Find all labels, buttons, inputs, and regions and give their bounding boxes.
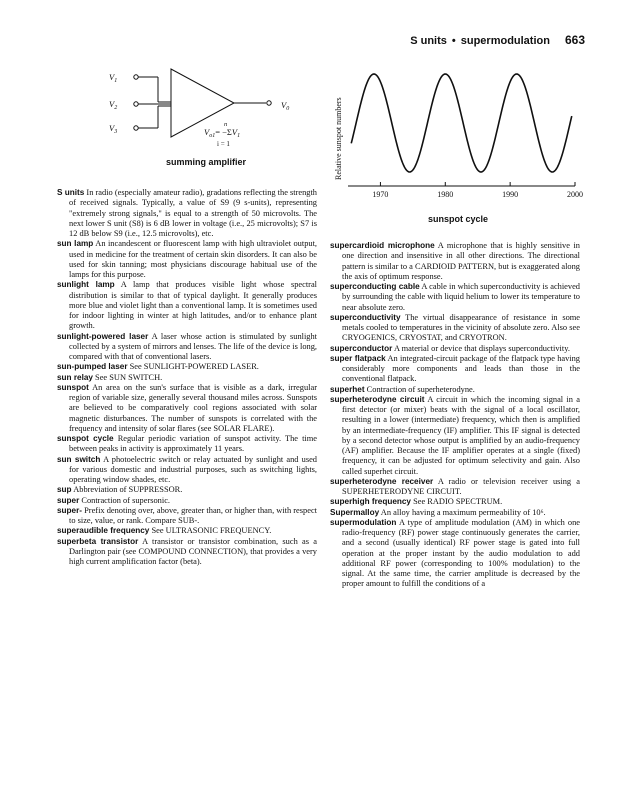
sunspot-caption: sunspot cycle xyxy=(427,214,489,224)
dictionary-entry xyxy=(57,434,317,455)
entry-headword: sun-pumped laser xyxy=(57,362,128,372)
x-tick-label: 1970 xyxy=(372,190,389,199)
entry-definition: A cable in which superconductivity is achieved by surrounding the cable with liquid helium to lower its temperature to near absolute zero. xyxy=(342,282,580,312)
dictionary-entry xyxy=(57,239,317,280)
entry-headword: superaudible frequency xyxy=(57,526,150,536)
entry-definition: A laser whose action is stimulated by sunlight collected by a system of mirrors and lenses. The life of the device is long, compared with that of conventional lasers. xyxy=(69,331,317,361)
input-3-label: $V_3$ xyxy=(109,123,118,135)
formula-upper-limit: n xyxy=(224,121,228,128)
entry-headword: superhet xyxy=(330,384,365,394)
entry-headword: superconducting cable xyxy=(330,282,420,291)
entry-headword: superhigh frequency xyxy=(330,497,411,507)
entry-headword: sup xyxy=(57,485,72,495)
entry-definition: An alloy having a maximum permeability of 10⁶. xyxy=(380,507,546,517)
x-tick-label: 1990 xyxy=(502,190,519,199)
page-number: 663 xyxy=(564,33,585,47)
running-header xyxy=(410,33,585,47)
entry-headword: super flatpack xyxy=(330,353,386,363)
entry-definition: See SUN SWITCH. xyxy=(95,372,163,382)
entry-definition: An incandescent or fluorescent lamp with high ultraviolet output, used in medicine for the treatment of certain skin disorders. It can also be used for skin tanning; most physicians discourage habitual use of the lamps for this purpose. xyxy=(69,239,317,279)
entry-definition: A type of amplitude modulation (AM) in which one radio-frequency (RF) power stage continuously generates the carrier, and a second (usually identical) RF power stage is gated into full operation at the proper instant by the audio modulation to add additional RF power (corresponding to 100% modulation) to the signal. At the same time, the carrier amplitude is decreased by the proper amount to fulfill the conditions of a xyxy=(342,517,580,589)
entry-headword: supermodulation xyxy=(330,517,397,527)
x-tick-label: 1980 xyxy=(437,190,454,199)
entry-definition: Contraction of superheterodyne. xyxy=(366,384,475,394)
dictionary-entry xyxy=(330,508,580,518)
dictionary-entry xyxy=(57,485,317,495)
dictionary-entry xyxy=(57,496,317,506)
header-first-term: S units xyxy=(410,35,447,47)
dictionary-entry xyxy=(57,526,317,536)
x-tick-label: 2000 xyxy=(567,190,583,199)
entry-definition: A circuit in which the incoming signal in a first detector (or mixer) beats with the signal of a local oscillator, resulting in a lower (intermediate) frequency, which then is amplified by an intermediate-frequency (IF) amplifier. This IF signal is detected by a second detector whose output is amplified by an audio-frequency (AF) amplifier. Because the IF amplifier operates at a single (fixed) frequency, it can be adjusted for optimum selectivity and gain. Also called superhet circuit. xyxy=(342,394,580,476)
entry-definition: An area on the sun's surface that is visible as a dark, irregular region of variable size, generally several thousand miles across. Sunspots are believed to be comparatively cool regions associated with solar magnetic disturbances. The number of sunspots is correlated with the frequency and intensity of solar flares (see SOLAR FLARE). xyxy=(69,382,317,433)
entry-definition: A radio or television receiver using a SUPERHETERODYNE CIRCUIT. xyxy=(342,476,580,496)
dictionary-entry xyxy=(57,537,317,568)
header-separator: • xyxy=(451,35,456,47)
entry-headword: superheterodyne circuit xyxy=(330,394,425,404)
left-column xyxy=(57,188,317,567)
amplifier-caption: summing amplifier xyxy=(165,157,246,167)
dictionary-entry xyxy=(330,385,580,395)
dictionary-entry xyxy=(57,373,317,383)
entry-headword: sun lamp xyxy=(57,239,94,249)
dictionary-entry xyxy=(57,332,317,363)
output-terminal xyxy=(267,101,271,105)
entry-headword: supercardioid microphone xyxy=(330,241,435,250)
dictionary-entry xyxy=(57,362,317,372)
entry-headword: superbeta transistor xyxy=(57,536,139,546)
input-2-label: $V_2$ xyxy=(109,99,118,111)
entry-headword: sun switch xyxy=(57,454,101,464)
right-column xyxy=(330,241,580,590)
sunspot-series-line xyxy=(351,74,572,172)
dictionary-entry xyxy=(330,241,580,282)
entry-definition: Contraction of supersonic. xyxy=(81,495,171,505)
entry-definition: See RADIO SPECTRUM. xyxy=(413,497,503,507)
input-2-terminal xyxy=(134,102,138,106)
entry-definition: In radio (especially amateur radio), gradations reflecting the strength of received signals. Typically, a value of S9 (9 s-units), representing "extremely strong signals," is equal to a strength of 50 microvolts. The next lower S unit (S8) is 6 dB lower in voltage (i.e., 25 microvolts); S7 is 12 dB below S9 (i.e., 12.5 microvolts), etc. xyxy=(69,188,317,238)
dictionary-entry xyxy=(330,354,580,385)
entry-headword: sun relay xyxy=(57,372,93,382)
dictionary-entry xyxy=(330,282,580,313)
entry-headword: superconductivity xyxy=(330,312,401,322)
input-1-label: $V_1$ xyxy=(109,72,118,84)
input-3-terminal xyxy=(134,126,138,130)
dictionary-entry xyxy=(57,188,317,239)
entry-definition: Abbreviation of SUPPRESSOR. xyxy=(73,485,183,495)
dictionary-entry xyxy=(57,280,317,331)
sunspot-cycle-chart xyxy=(330,62,583,212)
summation-formula: $V_{o1}= -\Sigma V_1$ xyxy=(204,127,241,139)
dictionary-entry xyxy=(330,518,580,590)
entry-headword: Supermalloy xyxy=(330,507,380,517)
formula-lower-limit: i = 1 xyxy=(217,140,230,148)
entry-headword: S units xyxy=(57,188,85,197)
dictionary-entry xyxy=(330,497,580,507)
entry-definition: An integrated-circuit package of the flatpack type having considerably more components and leads than those in the conventional flatpack. xyxy=(342,353,580,384)
entry-definition: See SUNLIGHT-POWERED LASER. xyxy=(129,362,259,372)
entry-definition: A microphone that is highly sensitive in one direction and insensitive in all other directions. The directional pattern is similar to a CARDIOID PATTERN, but is exaggerated along the axis of optimum response. xyxy=(342,241,580,281)
entry-headword: sunlight lamp xyxy=(57,280,115,290)
entry-headword: sunspot cycle xyxy=(57,434,114,443)
entry-definition: See ULTRASONIC FREQUENCY. xyxy=(151,526,272,536)
entry-headword: super- xyxy=(57,505,83,515)
entry-definition: A photoelectric switch or relay actuated by sunlight and used for various domestic and industrial purposes, such as switching lights, operating window shades, etc. xyxy=(69,454,317,484)
dictionary-entry xyxy=(330,344,580,354)
input-1-terminal xyxy=(134,75,138,79)
dictionary-entry xyxy=(57,506,317,527)
entry-definition: A lamp that produces visible light whose spectral distribution is similar to that of typical daylight. It generally produces more blue and violet light than a conventional lamp. It is sometimes used for indoor lighting in winter at high latitudes, and/or to enhance plant growth. xyxy=(69,280,317,331)
entry-definition: Regular periodic variation of sunspot activity. The time between peaks in activity is approximately 11 years. xyxy=(69,434,317,454)
dictionary-entry xyxy=(330,313,580,344)
summing-amplifier-diagram xyxy=(96,62,296,162)
entry-definition: The virtual disappearance of resistance in some metals cooled to temperatures in the vicinity of absolute zero. Also see CRYOGENICS, CRYOSTAT, and CRYOTRON. xyxy=(342,312,581,343)
dictionary-entry xyxy=(330,477,580,498)
entry-definition: A transistor or transistor combination, such as a Darlington pair (see COMPOUND CONNECTION), that provides a very high current amplification factor (beta). xyxy=(69,536,317,566)
dictionary-entry xyxy=(330,395,580,477)
entry-headword: superconductor xyxy=(330,343,393,353)
entry-headword: sunlight-powered laser xyxy=(57,331,149,341)
header-last-term: supermodulation xyxy=(460,35,550,47)
output-label: $V_0$ xyxy=(281,100,290,112)
entry-headword: sunspot xyxy=(57,382,89,392)
dictionary-entry xyxy=(57,383,317,434)
entry-headword: superheterodyne receiver xyxy=(330,476,434,486)
entry-definition: Prefix denoting over, above, greater than, or higher than, with respect to size, value, or rank. Compare SUB-. xyxy=(69,505,317,525)
entry-headword: super xyxy=(57,495,80,505)
entry-definition: A material or device that displays superconductivity. xyxy=(393,343,570,353)
dictionary-entry xyxy=(57,455,317,486)
chart-y-axis-label: Relative sunspot numbers xyxy=(334,97,343,180)
